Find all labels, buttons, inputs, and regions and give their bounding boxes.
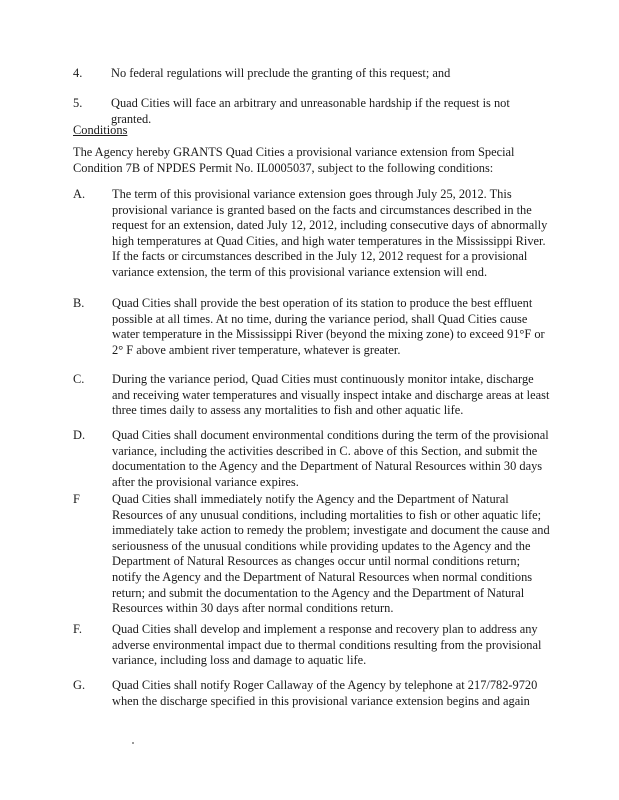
condition-letter: F bbox=[73, 492, 80, 506]
condition-text: During the variance period, Quad Cities must continuously monitor intake, discharge and receiving water temperatures and visually inspect intake and discharge areas at least three times daily to assess any mortalities to fish and other aquatic life. bbox=[112, 372, 550, 418]
condition-text: Quad Cities shall immediately notify the Agency and the Department of Natural Resources of any unusual conditions, including mortalities to fish or other aquatic life; immediately take action to remedy the problem; investigate and document the cause and seriousness of the unusual conditions while providing updates to the Agency and the Department of Natural Resources as changes occur until normal conditions return; notify the Agency and the Department of Natural Resources when normal conditions return; and submit the documentation to the Agency and the Department of Natural Resources within 30 days after normal conditions return. bbox=[112, 492, 550, 616]
item-text: Quad Cities will face an arbitrary and unreasonable hardship if the request is not granted. bbox=[111, 96, 510, 126]
condition-b bbox=[73, 296, 553, 358]
condition-letter: B. bbox=[73, 296, 85, 310]
intro-paragraph: The Agency hereby GRANTS Quad Cities a provisional variance extension from Special Condition 7B of NPDES Permit No. IL0005037, subject to the following conditions: bbox=[73, 145, 515, 175]
condition-letter: C. bbox=[73, 372, 85, 386]
condition-letter: D. bbox=[73, 428, 86, 442]
condition-text: Quad Cities shall document environmental conditions during the term of the provisional variance, including the activities described in C. above of this Section, and submit the documentation to the Agency and the Department of Natural Resources within 30 days after the provisional variance expires. bbox=[112, 428, 549, 489]
condition-d bbox=[73, 428, 553, 490]
condition-text: Quad Cities shall provide the best operation of its station to produce the best effluent possible at all times. At no time, during the variance period, shall Quad Cities cause water temperature in the Mississippi River (beyond the mixing zone) to exceed 91°F or 2° F above ambient river temperature, whatever is greater. bbox=[112, 296, 545, 357]
condition-a bbox=[73, 187, 553, 281]
condition-c bbox=[73, 372, 553, 419]
condition-letter: F. bbox=[73, 622, 82, 636]
item-text: No federal regulations will preclude the granting of this request; and bbox=[111, 66, 451, 80]
condition-letter: A. bbox=[73, 187, 86, 201]
condition-text: The term of this provisional variance extension goes through July 25, 2012. This provisional variance is granted based on the facts and circumstances described in the request for an extension, dated July 12, 2012, including consecutive days of abnormally high temperatures at Quad Cities, and high water temperatures in the Mississippi River. If the facts or circumstances described in the July 12, 2012 request for a provisional variance extension, the term of this provisional variance extension will end. bbox=[112, 187, 548, 279]
item-number: 5. bbox=[73, 96, 83, 110]
condition-letter: G. bbox=[73, 678, 86, 692]
condition-g bbox=[73, 678, 553, 709]
condition-f bbox=[73, 622, 553, 669]
condition-text: Quad Cities shall notify Roger Callaway of the Agency by telephone at 217/782-9720 when the discharge specified in this provisional variance extension begins and again bbox=[112, 678, 538, 708]
condition-text: Quad Cities shall develop and implement a response and recovery plan to address any adverse environmental impact due to thermal conditions resulting from the provisional variance, including loss and damage to aquatic life. bbox=[112, 622, 542, 668]
conditions-heading: Conditions bbox=[73, 123, 128, 137]
finding-item-4 bbox=[73, 66, 553, 82]
scan-speck bbox=[132, 742, 134, 744]
condition-e bbox=[73, 492, 553, 617]
item-number: 4. bbox=[73, 66, 83, 80]
